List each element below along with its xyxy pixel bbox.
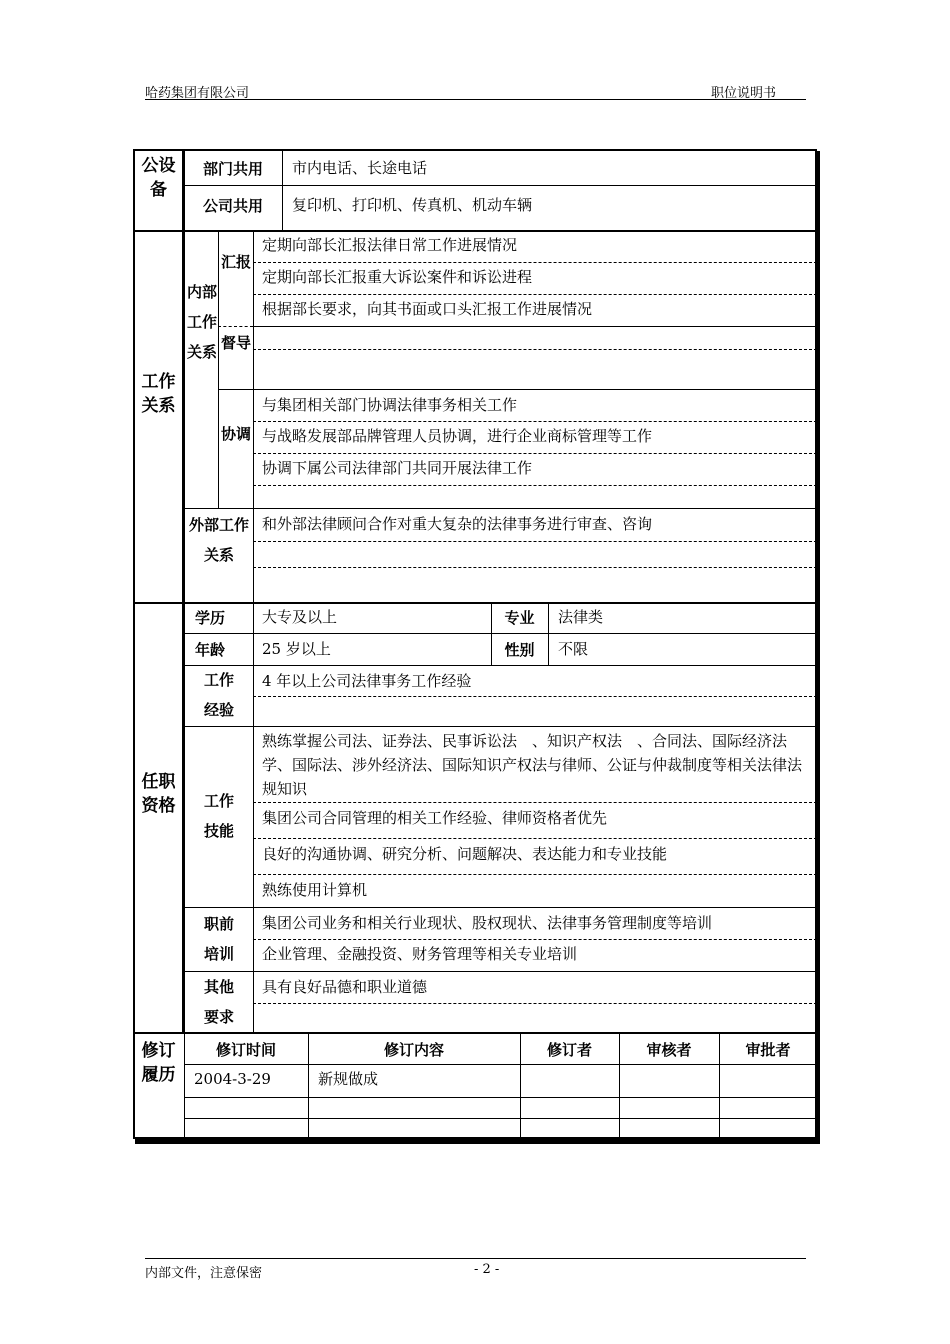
section-divider [182,149,185,1033]
revision-date: 2004-3-29 [194,1070,271,1088]
report-item: 定期向部长汇报法律日常工作进展情况 [262,236,518,254]
external-item: 和外部法律顾问合作对重大复杂的法律事务进行审查、咨询 [262,515,653,533]
major-label: 专业 [504,609,535,627]
skills-label: 工作技能 [204,792,235,840]
footer-note: 内部文件，注意保密 [145,1266,263,1281]
dept-shared-value: 市内电话、长途电话 [292,159,428,177]
revision-header: 审批者 [745,1041,791,1059]
header-rule [145,99,806,100]
revision-header: 修订时间 [215,1041,276,1059]
report-item: 根据部长要求，向其书面或口头汇报工作进展情况 [262,300,593,318]
coordinate-item: 与集团相关部门协调法律事务相关工作 [262,396,518,414]
external-relations-label: 外部工作关系 [188,516,249,564]
dept-shared-label: 部门共用 [202,160,263,178]
skill-item: 熟练掌握公司法、证券法、民事诉讼法 、知识产权法 、合同法、国际经济法学、国际法、涉外经济法、国际知识产权法与律师、公证与仲裁制度等相关法律法规知识 [262,732,803,798]
company-shared-label: 公司共用 [202,197,263,215]
skill-item: 集团公司合同管理的相关工作经验、律师资格者优先 [262,809,608,827]
relations-section-label: 工作关系 [141,372,176,416]
experience-label: 工作经验 [204,671,235,719]
table-shadow-right [817,151,820,1144]
training-label: 职前培训 [204,915,235,963]
page-number: - 2 - [474,1262,500,1277]
skill-item: 熟练使用计算机 [262,881,368,899]
company-name: 哈药集团有限公司 [145,86,250,101]
training-item: 集团公司业务和相关行业现状、股权现状、法律事务管理制度等培训 [262,914,713,932]
table-shadow-bottom [135,1139,820,1144]
training-item: 企业管理、金融投资、财务管理等相关专业培训 [262,945,578,963]
revision-content: 新规做成 [318,1070,379,1088]
education-label: 学历 [194,609,225,627]
equipment-section-label: 公设备 [141,156,176,200]
revision-header: 修订者 [546,1041,592,1059]
major-value: 法律类 [558,608,604,626]
internal-relations-label: 内部工作关系 [186,283,217,361]
doc-title: 职位说明书 [711,86,777,101]
supervise-label: 督导 [220,334,251,352]
skill-item: 良好的沟通协调、研究分析、问题解决、表达能力和专业技能 [262,845,668,863]
revision-header: 修订内容 [383,1041,444,1059]
qualifications-section-label: 任职资格 [141,772,176,816]
report-item: 定期向部长汇报重大诉讼案件和诉讼进程 [262,268,533,286]
other-item: 具有良好品德和职业道德 [262,978,428,996]
revision-section-label: 修订履历 [141,1041,176,1085]
other-requirements-label: 其他要求 [204,978,235,1026]
experience-value: 4 年以上公司法律事务工作经验 [262,672,472,690]
gender-value: 不限 [558,640,589,658]
gender-label: 性别 [504,641,535,659]
revision-header: 审核者 [646,1041,692,1059]
age-value: 25 岁以上 [262,640,331,658]
education-value: 大专及以上 [262,608,338,626]
report-label: 汇报 [220,253,251,271]
company-shared-value: 复印机、打印机、传真机、机动车辆 [292,196,533,214]
coordinate-label: 协调 [220,425,251,443]
coordinate-item: 与战略发展部品牌管理人员协调，进行企业商标管理等工作 [262,427,653,445]
coordinate-item: 协调下属公司法律部门共同开展法律工作 [262,459,533,477]
age-label: 年龄 [194,641,225,659]
footer-rule [145,1258,806,1259]
